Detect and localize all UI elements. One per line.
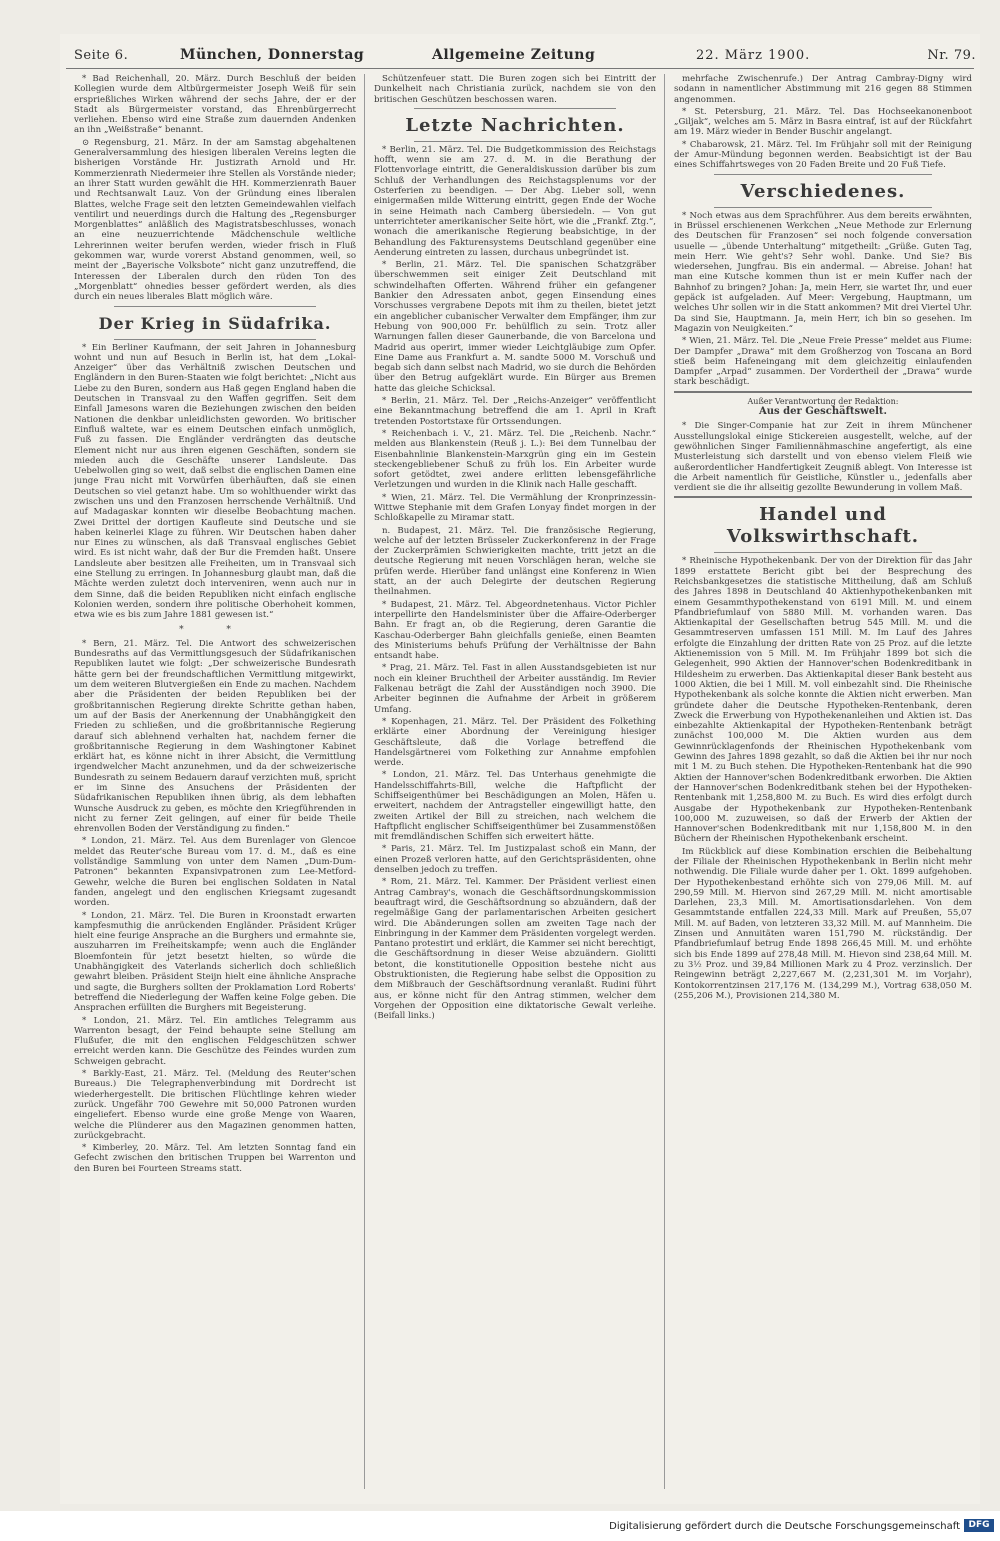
masthead xyxy=(60,44,980,66)
article-london-2: * London, 21. März. Tel. Die Buren in Kroonstadt erwarten kampfesmuthig die anrückenden Engländer. Präsident Krüger hielt eine feurige Ansprache an die Burghers und ermahnte sie, auszuharren im Freiheitskampfe; wenn auch die Engländer Bloemfontein für jetzt besetzt hielten, so würde die Unabhängigkeit des Vaterlands sicherlich doch schließlich gewahrt bleiben. Präsident Steijn hielt eine ähnliche Ansprache und sagte, die Burghers sollten der Proklamation Lord Roberts' betreffend die Niederlegung der Waffen keine Folge geben. Die Ansprachen erfüllten die Burghers mit Begeisterung. xyxy=(74,910,356,1014)
section-heading-krieg: Der Krieg in Südafrika. xyxy=(98,313,332,333)
section-divider xyxy=(674,391,972,393)
column-rule xyxy=(364,74,365,1489)
section-divider xyxy=(414,108,616,109)
section-divider xyxy=(714,552,932,553)
article-wien-1: * Wien, 21. März. Tel. Die Vermählung der Kronprinzessin-Wittwe Stephanie mit dem Grafen Lonyay findet morgen in der Schloßkapelle zu Miramar statt. xyxy=(374,492,656,524)
article-hypothekenbank-2: Im Rückblick auf diese Kombination erschien die Beibehaltung der Filiale der Rheinischen Hypothekenbank in Berlin nicht mehr nothwendig. Die Filiale wurde daher per 1. Okt. 1899 aufgehoben. Der Hypothekenbestand erhöhte sich von 279,06 Mill. M. auf 290,59 Mill. M. Hiervon sind 267,29 Mill. M. nicht amortisable Darlehen, 23,3 Mill. M. Amortisationsdarlehen. Von dem Gesammtstande entfallen 224,33 Mill. Mark auf Preußen, 55,07 Mill. M. auf Baden, von letzteren 33,32 Mill. M. auf Mannheim. Die Zinsen und Annuitäten waren 151,790 M. rückständig. Der Pfandbriefumlauf betrug Ende 1898 266,45 Mill. M. und erhöhte sich bis Ende 1899 auf 278,48 Mill. M. Hievon sind 238,64 Mill. M. zu 3½ Proz. und 39,84 Millionen Mark zu 4 Proz. verzinslich. Der Reingewinn beträgt 2,227,667 M. (2,231,301 M. im Vorjahr), Kontokorrentzinsen 217,176 M. (134,299 M.), Vortrag 638,050 M. (255,206 M.), Provisionen 214,380 M. xyxy=(674,846,972,1001)
article-continuation: Schützenfeuer statt. Die Buren zogen sich bei Eintritt der Dunkelheit nach Christiania zurück, nachdem sie von den britischen Geschützen beschossen waren. xyxy=(374,74,656,105)
article-paris: * Paris, 21. März. Tel. Im Justizpalast schoß ein Mann, der einen Prozeß verloren hatte, auf den Gerichtspräsidenten, ohne denselben jedoch zu treffen. xyxy=(374,844,656,876)
section-divider xyxy=(414,141,616,142)
article-prag: * Prag, 21. März. Tel. Fast in allen Ausstandsgebieten ist nur noch ein kleiner Bruchtheil der Arbeiter ausständig. Im Revier Falkenau beträgt die Zahl der Ausständigen noch 3900. Die Arbeiter beginnen die Aufnahme der Arbeit in größerem Umfang. xyxy=(374,663,656,715)
section-divider xyxy=(714,207,932,208)
article-berlin-1: * Berlin, 21. März. Tel. Die Budgetkommission des Reichstags hofft, wenn sie am 27. d. M. in die Berathung der Flottenvorlage eintritt, die Generaldiskussion darüber bis zum Schluß der Verhandlungen des Reichstagsplenums vor der Osterferien zu beendigen. — Der Abg. Lieber soll, wenn einigermaßen milde Witterung eintritt, gegen Ende der Woche in seine Heimath nach Camberg übersiedeln. — Von gut unterrichteter amerikanischer Seite hört, wie die „Frankf. Ztg.“, wonach die amerikanische Regierung beabsichtige, in der Behandlung des Fakturensystems Deutschland gegenüber eine Aenderung eintreten zu lassen, durchaus unbegründet ist. xyxy=(374,144,656,258)
section-heading-letzte-nachrichten: Letzte Nachrichten. xyxy=(405,114,625,136)
section-divider xyxy=(114,339,316,340)
article-london-3: * London, 21. März. Tel. Ein amtliches Telegramm aus Warrenton besagt, der Feind behaupte seine Stellung am Flußufer, die mit den englischen Feldgeschützen schwer erreicht werden kann. Die Geschütze des Feindes wurden zum Schweigen gebracht. xyxy=(74,1015,356,1067)
dfg-logo: DFG xyxy=(964,1519,994,1532)
column-3 xyxy=(674,74,972,1489)
editorial-disclaimer: Außer Verantwortung der Redaktion: xyxy=(747,396,899,406)
article-rom: * Rom, 21. März. Tel. Kammer. Der Präsident verliest einen Antrag Cambray's, wonach die Geschäftsordnungskommission beauftragt wird, die Geschäftsordnung so abzuändern, daß der regelmäßige Gang der parlamentarischen Arbeiten gesichert wird. Die Abänderungen sollen am zweiten Tage nach der Einbringung in der Kammer dem Präsidenten vorgelegt werden. Pantano protestirt und erklärt, die Kammer sei nicht berechtigt, die Geschäftsordnung in dieser Weise abzuändern. Giolitti betont, die konstitutionelle Opposition bestehe nicht aus Obstruktionisten, die Regierung habe selbst die Opposition zu dem Mißbrauch der Geschäftsordnung veranlaßt. Rudini führt aus, er könne nicht für den Antrag stimmen, welcher dem Vorgehen der Opposition eine diktatorische Gewalt verleihe. (Beifall links.) xyxy=(374,877,656,1022)
article-reichenbach: * Reichenbach i. V., 21. März. Tel. Die „Reichenb. Nachr.“ melden aus Blankenstein (Reuß j. L.): Bei dem Tunnelbau der Eisenbahnlinie Blankenstein-Marxgrün ging ein im Gestein steckengebliebener Schuß zu früh los. Ein Arbeiter wurde sofort getödtet, zwei andere erlitten lebensgefährliche Verletzungen und wurden in die Klinik nach Halle geschafft. xyxy=(374,428,656,491)
article-berliner-kaufmann: * Ein Berliner Kaufmann, der seit Jahren in Johannesburg wohnt und nun auf Besuch in Berlin ist, hat dem „Lokal-Anzeiger“ über das Verhältniß zwischen Deutschen und Engländern in den Buren-Staaten wie folgt berichtet: „Nicht aus Liebe zu den Buren, sondern aus Haß gegen England haben die Deutschen in Transvaal zu den Waffen gegriffen. Seit dem Einfall Jamesons waren die Beziehungen zwischen den beiden Nationen die denkbar unleidlichsten geworden. Wo britischer Einfluß waltete, war es einem Deutschen einfach unmöglich, Fuß zu fassen. Die Engländer verdrängten das deutsche Element nicht nur aus ihren eigenen Geschäften, sondern sie mieden auch die Geschäfte unserer Landsleute. Das Uebelwollen ging so weit, daß selbst die englischen Damen eine junge Frau nicht mit Vorwürfen überhäuften, daß sie einen Deutschen so viel getanzt habe. Um so wohlthuender wirkt das zwischen uns und den Franzosen herrschende Verhältniß. Und auf Madagaskar konnten wir dieselbe Beobachtung machen. Zwei Drittel der dortigen Kaufleute sind Deutsche und sie haben keinerlei Klage zu führen. Wir Deutschen haben daher nur Eines zu wünschen, als daß Transvaal englisches Gebiet wird. Es ist nicht wahr, daß der Bur die Fremden haßt. Unsere Landsleute aber besitzen alle Freiheiten, um in Transvaal sich eine Stellung zu erringen. In Johannesburg glaubt man, daß die Mächte werden zuletzt doch interveniren, wenn auch nur in dem Sinne, daß die beiden Republiken nicht einfach englische Kolonien werden, sondern ihre politische Oberhoheit kommen, etwa wie es bis zum Jahre 1881 gewesen ist.“ xyxy=(74,342,356,621)
section-divider xyxy=(114,306,316,307)
masthead-rule xyxy=(66,68,974,69)
article-wien-2: * Wien, 21. März. Tel. Die „Neue Freie Presse“ meldet aus Fiume: Der Dampfer „Drawa“ mit dem Großherzog von Toscana an Bord stieß beim Hafeneingang mit dem gleichzeitig einlaufenden Dampfer „Arpad“ zusammen. Der Vordertheil der „Drawa“ wurde stark beschädigt. xyxy=(674,336,972,388)
column-1 xyxy=(74,74,356,1489)
article-bad-reichenhall: * Bad Reichenhall, 20. März. Durch Beschluß der beiden Kollegien wurde dem Altbürgermeister Joseph Weiß für sein ersprießliches Wirken während der sechs Jahre, der er der Stadt als Bürgermeister vorstand, das Ehrenbürgerrecht verliehen. Ebenso wird eine Straße zum dauernden Andenken an ihn „Weißstraße“ benannt. xyxy=(74,74,356,136)
article-bern: * Bern, 21. März. Tel. Die Antwort des schweizerischen Bundesraths auf das Vermittlungsgesuch der Südafrikanischen Republiken lautet wie folgt: „Der schweizerische Bundesrath hätte gern bei der freundschaftlichen Vermittlung mitgewirkt, um dem weiteren Blutvergießen ein Ende zu machen. Nachdem aber die Präsidenten der beiden Republiken bei der großbritannischen Regierung direkte Schritte gethan haben, um auf der Basis der Anerkennung der Unabhängigkeit den Frieden zu schließen, und die großbritannische Regierung darauf sich ablehnend verhalten hat, nachdem ferner die großbritannische Regierung in dem Washingtoner Kabinet erklärt hat, es könne nicht in ihrer Absicht, die Vermittlung irgendwelcher Macht anzunehmen, und da der schweizerische Bundesrath zu seinem Bedauern darauf verzichten muß, spricht er im Sinne des Ansuchens der Präsidenten der Südafrikanischen Republiken ihnen übrig, als dem lebhaften Wunsche Ausdruck zu geben, es möchte den Kriegführenden in nicht zu ferner Zeit gelingen, auf einer für beide Theile ehrenvollen Boden der Verständigung zu finden.“ xyxy=(74,638,356,835)
newspaper-title: Allgemeine Zeitung xyxy=(432,47,596,63)
article-barkly-east: * Barkly-East, 21. März. Tel. (Meldung des Reuter'schen Bureaus.) Die Telegraphenverbindung mit Dordrecht ist wiederhergestellt. Die britischen Flüchtlinge kehren wieder zurück. Ungefähr 700 Gewehre mit 50,000 Patronen wurden eingeliefert. Ebenso wurde eine große Menge von Waaren, welche die Plünderer aus den Magazinen genommen hatten, zurückgebracht. xyxy=(74,1069,356,1141)
place-and-day: München, Donnerstag xyxy=(180,47,365,63)
article-london-4: * London, 21. März. Tel. Das Unterhaus genehmigte die Handelsschiffahrts-Bill, welche die Haftpflicht der Schiffseigenthümer bei Beschädigungen an Molen, Häfen u. erweitert, nachdem der Antragsteller eingewilligt hatte, den zweiten Artikel der Bill zu streichen, nach welchem die Haftpflicht englischer Schiffseigenthümer bei Zusammenstößen mit fremdländischen Schiffen sich erweitert hätte. xyxy=(374,770,656,843)
section-heading-verschiedenes: Verschiedenes. xyxy=(740,180,906,202)
section-heading-handel: Handel und Volkswirthschaft. xyxy=(726,504,920,548)
footer-bar xyxy=(0,1511,1000,1541)
page-number: Seite 6. xyxy=(74,47,129,63)
asterism: * * xyxy=(179,624,251,635)
article-kimberley: * Kimberley, 20. März. Tel. Am letzten Sonntag fand ein Gefecht zwischen den britischen Truppen bei Warrenton und den Buren bei Fourteen Streams statt. xyxy=(74,1143,356,1174)
article-rom-continuation: mehrfache Zwischenrufe.) Der Antrag Cambray-Digny wird sodann in namentlicher Abstimmung mit 216 gegen 88 Stimmen angenommen. xyxy=(674,74,972,105)
article-regensburg: ⊙ Regensburg, 21. März. In der am Samstag abgehaltenen Generalversammlung des hiesigen liberalen Vereins legten die bisherigen Vorstände Hr. Justizrath Arnold und Hr. Kommerzienrath Niedermeier ihre Stellen als Vorstände nieder; an ihrer Statt wurden gewählt die HH. Kommerzienrath Bauer und Rechtsanwalt Lauz. Von der Gründung eines liberalen Blattes, welche Frage seit den letzten Gemeindewahlen vielfach ventilirt und neuerdings durch die Haltung des „Regensburger Morgenblattes“ anläßlich des Magistratsbeschlusses, wonach an eine neuzuerrichtende Mädchenschule weltliche Lehrerinnen weiter berufen werden, wieder frisch in Fluß gekommen war, wurde vorerst Abstand genommen, weil, so meint der „Bayerische Volksbote“ nicht ganz unzutreffend, die Interessen der Liberalen durch den rüden Ton des „Morgenblatt“ ohnedies besser gefördert werden, als dies durch ein neues liberales Blatt möglich wäre. xyxy=(74,137,356,303)
article-budapest-1: n. Budapest, 21. März. Tel. Die französische Regierung, welche auf der letzten Brüsseler Zuckerkonferenz in der Frage der Zuckerprämien Schwierigkeiten machte, tritt jetzt an die deutsche Regierung mit neuen Vorschlägen heran, welche sie prüfen werde. Hierüber fand unlängst eine Konferenz in Wien statt, an der auch Delegirte der deutschen Regierung theilnahmen. xyxy=(374,525,656,598)
article-chabarowsk: * Chabarowsk, 21. März. Tel. Im Frühjahr soll mit der Reinigung der Amur-Mündung begonnen werden. Beabsichtigt ist der Bau eines Schiffahrtsweges von 20 Faden Breite und 20 Fuß Tiefe. xyxy=(674,139,972,171)
section-divider xyxy=(714,174,932,175)
newspaper-page xyxy=(60,34,980,1504)
article-singer: * Die Singer-Companie hat zur Zeit in ihrem Münchener Ausstellungslokal einige Stickereien ausgestellt, welche, auf der gewöhnlichen Singer Familiennähmaschine angefertigt, als eine Musterleistung sich darstellt und von ebenso vielem Fleiß wie außerordentlicher Handfertigkeit Zeugniß ablegt. Von Interesse ist die Arbeit namentlich für Geistliche, Künstler u., jedenfalls aber verdient sie die ihr allseitig gezollte Bewunderung in vollem Maß. xyxy=(674,421,972,494)
article-kopenhagen: * Kopenhagen, 21. März. Tel. Der Präsident des Folkething erklärte einer Abordnung der Vereinigung hiesiger Geschäftsleute, daß die Vorlage betreffend die Handelsgärtnerei vom Folkething zur Annahme empfohlen werde. xyxy=(374,716,656,769)
funding-note: Digitalisierung gefördert durch die Deutsche Forschungsgemeinschaft xyxy=(609,1521,960,1532)
article-berlin-3: * Berlin, 21. März. Tel. Der „Reichs-Anzeiger“ veröffentlicht eine Bekanntmachung betreffend die am 1. April in Kraft tretenden Postortstaxe für Ortssendungen. xyxy=(374,396,656,427)
section-heading-geschaeftswelt: Aus der Geschäftswelt. xyxy=(758,406,888,418)
column-2 xyxy=(374,74,656,1489)
article-london-1: * London, 21. März. Tel. Aus dem Burenlager von Glencoe meldet das Reuter'sche Bureau vom 17. d. M., daß es eine vollständige Sammlung von unter dem Namen „Dum-Dum-Patronen“ bekannten Expansivpatronen zum Lee-Metford-Gewehr, welche die Buren bei englischen Soldaten in Natal fanden, angelegt und den englischen Kriegsamt zugesandt worden. xyxy=(74,836,356,909)
article-st-petersburg: * St. Petersburg, 21. März. Tel. Das Hochseekanonenboot „Giljak“, welches am 5. März in Basra eintraf, ist auf der Rückfahrt am 19. März wieder in Bender Buschir angelangt. xyxy=(674,106,972,138)
section-divider xyxy=(674,496,972,498)
issue-number: Nr. 79. xyxy=(927,47,976,63)
article-berlin-2: * Berlin, 21. März. Tel. Die spanischen Schatzgräber überschwemmen seit einiger Zeit Deutschland mit schwindelhaften Offerten. Während früher ein gefangener Bankier den Adressaten anbot, gegen Einsendung eines Vorschusses vergrabene Depots mit ihm zu theilen, bietet jetzt ein angeblicher cubanischer Verwalter dem Empfänger, ihm zur Hebung von 900,000 Fr. behülflich zu sein. Trotz aller Warnungen fallen dieser Gaunerbande, die von Barcelona und Madrid aus operirt, immer wieder Leichtgläubige zum Opfer. Eine Dame aus Frankfurt a. M. sandte 5000 M. Vorschuß und begab sich dann selbst nach Madrid, wo sie durch die Behörden über den Betrug aufgeklärt wurde. Ein Bürger aus Bremen hatte das gleiche Schicksal. xyxy=(374,260,656,394)
article-hypothekenbank: * Rheinische Hypothekenbank. Der von der Direktion für das Jahr 1899 erstattete Bericht gibt bei der Besprechung des Reichsbankgesetzes die statistische Mittheilung, daß am Schluß des Jahres 1898 in Deutschland 40 Aktienhypothekenbanken mit einem Gesammthypothekenstand von 6191 Mill. M. und einem Pfandbriefumlauf von 5880 Mill. M. vorhanden waren. Das Aktienkapital der Gesellschaften betrug 545 Mill. M. und die Gesammtreserven umfassen 151 Mill. M. Im Lauf des Jahres erfolgte die Einzahlung der dritten Rate von 25 Proz. auf die letzte Aktienemission von 5 Mill. M. Im Frühjahr 1899 bot sich die Gelegenheit, 990 Aktien der Hannover'schen Bodenkreditbank in Hildesheim zu erwerben. Das Aktienkapital dieser Bank besteht aus 1000 Aktien, die bei 1 Mill. M. voll einbezahlt sind. Die Rheinische Hypothekenbank als solche konnte die Aktien nicht erwerben. Man gründete daher die Deutsche Hypotheken-Rentenbank, deren Zweck die Erwerbung von Hypothekenanleihen und Aktien ist. Das einbezahlte Aktienkapital der Hypotheken-Rentenbank beträgt zunächst 100,000 M. Die Aktien wurden aus dem Gewinnrücklagenfonds der Rheinischen Hypothekenbank vom Gewinn des Jahres 1898 gezahlt, so daß die Aktien bei ihr nur noch mit 1 M. zu Buch stehen. Die Hypotheken-Rentenbank hat die 990 Aktien der Hannover'schen Bodenkreditbank erworben. Die Aktien der Hannover'schen Bodenkreditbank stehen bei der Hypotheken-Rentenbank mit 1,258,800 M. zu Buch. Es wird dies erfolgt durch Ausgabe der Hypothekenbank zur Hypotheken-Rentenbank 100,000 M. zuzuweisen, so daß der Erwerb der Aktien der Hannover'schen Bodenkreditbank mit nur 1,158,800 M. in den Büchern der Rheinischen Hypothekenbank erscheint. xyxy=(674,556,972,845)
article-budapest-2: * Budapest, 21. März. Tel. Abgeordnetenhaus. Victor Pichler interpellirte den Handelsminister über die Affaire-Oderberger Bahn. Er fragt an, ob die Regierung, deren Garantie die Kaschau-Oderberger Bahn gleichfalls genieße, einen Beamten des Ministeriums behufs Prüfung der Verhältnisse der Bahn entsandt habe. xyxy=(374,599,656,662)
column-rule xyxy=(664,74,665,1489)
article-sprachfuehrer: * Noch etwas aus dem Sprachführer. Aus dem bereits erwähnten, in Brüssel erschienenen Werkchen „Neue Methode zur Erlernung des Deutschen für Franzosen“ sei noch folgende conversation usuelle — „übende Unterhaltung“ mitgetheilt: „Grüße. Guten Tag, mein Herr. Wie geht's? Sehr wohl. Danke. Und Sie? Bis wiedersehen, Jungfrau. Bis ein andermal. — Abreise. Johan! hat man eine Kutsche kommen thun ist er mein Kuffer nach der Bahnhof zu bringen? Johan: Ja, mein Herr, sie wartet Ihr, und euer gepäck ist aufgeladen. Auf Meer: Vergebung, Hauptmann, um welches Uhr sollen wir in die Statt ankommen? Mit drei Viertel Uhr. Da sind Sie, Hauptmann. Ja, mein Herr, ich bin so gesehen. Im Magazin von Neuigkeiten.“ xyxy=(674,210,972,334)
issue-date: 22. März 1900. xyxy=(696,47,811,63)
